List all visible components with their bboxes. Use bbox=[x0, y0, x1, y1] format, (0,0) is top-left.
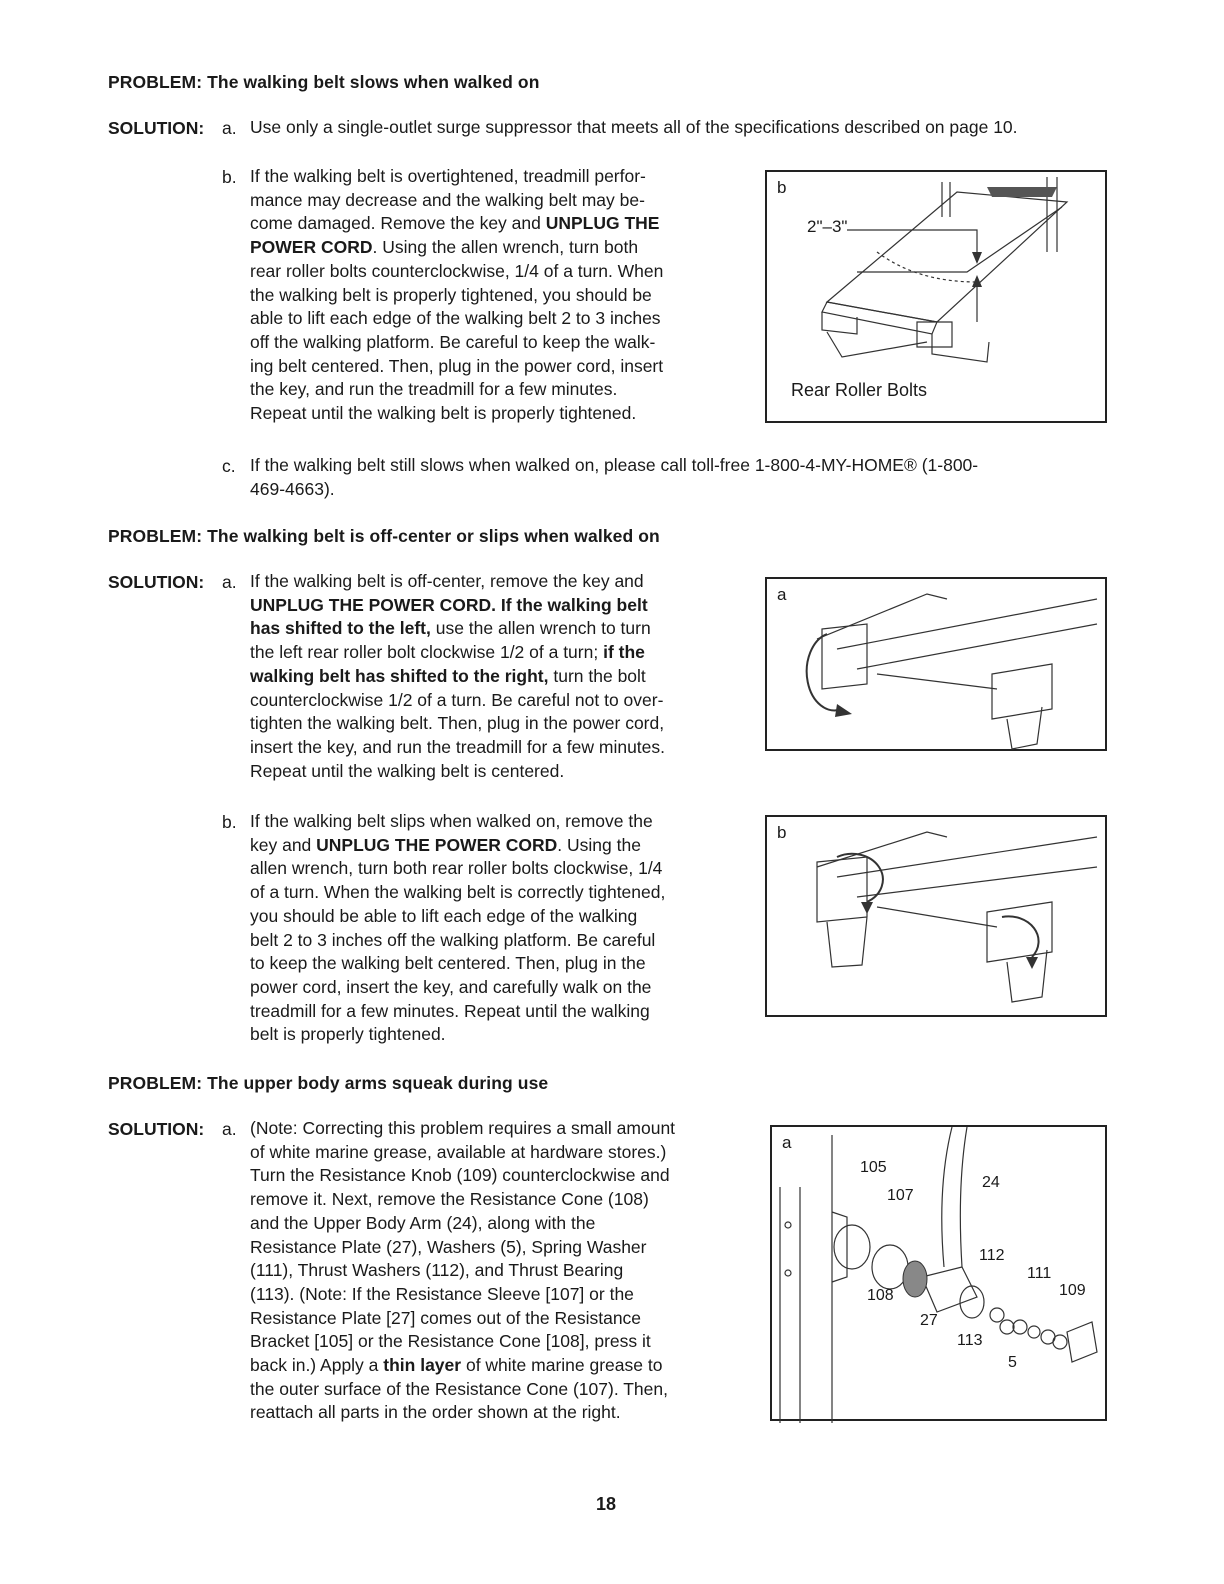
text-segment: 469-4663). bbox=[250, 478, 335, 499]
figure-slip bbox=[765, 815, 1107, 1017]
text-line bbox=[250, 810, 665, 834]
item-mark: a. bbox=[222, 118, 237, 138]
text-segment: ing belt centered. Then, plug in the power cord, insert bbox=[250, 355, 664, 376]
roller-bolt-left-illustration bbox=[767, 579, 1109, 753]
text-line bbox=[250, 881, 665, 905]
solution-label: SOLUTION: bbox=[108, 118, 205, 138]
text-line bbox=[250, 1117, 675, 1141]
text-segment: you should be able to lift each edge of the walking bbox=[250, 905, 638, 926]
bold-text-segment: POWER CORD bbox=[250, 237, 373, 258]
figure-tag: a bbox=[777, 585, 787, 604]
text-segment: the walking belt is properly tightened, you should be bbox=[250, 284, 652, 305]
text-line bbox=[250, 594, 665, 618]
page-number: 18 bbox=[596, 1494, 617, 1514]
text-segment: key and bbox=[250, 834, 317, 855]
text-line bbox=[250, 378, 663, 402]
problem-text: The walking belt is off-center or slips when walked on bbox=[207, 526, 660, 546]
text-segment: to keep the walking belt centered. Then, plug in the bbox=[250, 953, 646, 974]
part-label: 105 bbox=[860, 1159, 887, 1176]
text-segment: belt 2 to 3 inches off the walking platform. Be careful bbox=[250, 929, 656, 950]
text-segment: come damaged. Remove the key and bbox=[250, 213, 546, 234]
text-line bbox=[250, 1164, 675, 1188]
part-label: 109 bbox=[1059, 1282, 1086, 1299]
figure-tag: b bbox=[777, 178, 787, 197]
text-line bbox=[250, 1401, 675, 1425]
text-segment: (113). (Note: If the Resistance Sleeve [107] or the bbox=[250, 1283, 634, 1304]
text-segment: treadmill for a few minutes. Repeat until the walking bbox=[250, 1000, 650, 1021]
figure-belt-tension bbox=[765, 170, 1107, 423]
text-segment: use the allen wrench to turn bbox=[430, 618, 651, 639]
text-line bbox=[250, 236, 663, 260]
text-line bbox=[250, 331, 663, 355]
text-line bbox=[250, 189, 663, 213]
part-label: 107 bbox=[887, 1187, 914, 1204]
text-segment: belt is properly tightened. bbox=[250, 1024, 446, 1045]
problem-label: PROBLEM: bbox=[108, 526, 203, 546]
text-line bbox=[250, 712, 665, 736]
text-line bbox=[250, 1188, 675, 1212]
text-segment: reattach all parts in the order shown at the right. bbox=[250, 1402, 621, 1423]
text-line bbox=[250, 617, 665, 641]
text-line bbox=[250, 1307, 675, 1331]
text-segment: If the walking belt is overtightened, treadmill perfor- bbox=[250, 166, 646, 186]
part-label: 111 bbox=[1027, 1265, 1052, 1282]
text-line bbox=[250, 355, 663, 379]
part-label: 27 bbox=[920, 1312, 938, 1329]
solution-2a-text bbox=[250, 570, 665, 783]
text-segment: If the walking belt slips when walked on, remove the bbox=[250, 811, 653, 831]
text-segment: (111), Thrust Washers (112), and Thrust Bearing bbox=[250, 1260, 624, 1281]
text-segment: mance may decrease and the walking belt may be- bbox=[250, 189, 645, 210]
text-line bbox=[250, 1259, 675, 1283]
text-line bbox=[250, 1236, 675, 1260]
text-segment: . Using the bbox=[557, 834, 641, 855]
bold-text-segment: UNPLUG THE bbox=[545, 213, 660, 234]
text-segment: Resistance Plate (27), Washers (5), Spring Washer bbox=[250, 1236, 647, 1257]
text-segment: Repeat until the walking belt is properly tightened. bbox=[250, 403, 637, 424]
text-line bbox=[250, 212, 663, 236]
problem-text: The upper body arms squeak during use bbox=[207, 1073, 549, 1093]
figure-arm-parts bbox=[770, 1125, 1107, 1421]
text-segment: the key, and run the treadmill for a few minutes. bbox=[250, 379, 618, 400]
text-segment: able to lift each edge of the walking belt 2 to 3 inches bbox=[250, 308, 661, 329]
text-line bbox=[250, 736, 665, 760]
text-line bbox=[250, 760, 665, 784]
item-mark: a. bbox=[222, 572, 237, 592]
figure-caption: Rear Roller Bolts bbox=[791, 380, 928, 400]
text-segment: power cord, insert the key, and carefully walk on the bbox=[250, 976, 652, 997]
text-line bbox=[250, 905, 665, 929]
text-segment: remove it. Next, remove the Resistance Cone (108) bbox=[250, 1189, 649, 1210]
text-segment: If the walking belt still slows when walked on, please call toll-free 1-800-4-MY-HOME® (1-800- bbox=[250, 455, 979, 475]
problem-label: PROBLEM: bbox=[108, 1073, 203, 1093]
text-line bbox=[250, 454, 978, 478]
text-line bbox=[250, 402, 663, 426]
bold-text-segment: has shifted to the left, bbox=[250, 618, 431, 639]
text-segment: If the walking belt is off-center, remove the key and bbox=[250, 571, 644, 591]
text-segment: insert the key, and run the treadmill for a few minutes. bbox=[250, 736, 666, 757]
problem-heading-3 bbox=[108, 1073, 548, 1094]
text-segment: turn the bolt bbox=[548, 665, 646, 686]
solution-label: SOLUTION: bbox=[108, 1119, 205, 1139]
text-segment: counterclockwise 1/2 of a turn. Be careful not to over- bbox=[250, 689, 664, 710]
bold-text-segment: if the bbox=[603, 642, 645, 663]
text-line bbox=[250, 116, 1018, 140]
text-line bbox=[250, 857, 665, 881]
problem-text: The walking belt slows when walked on bbox=[207, 72, 540, 92]
text-line bbox=[250, 929, 665, 953]
text-line bbox=[250, 665, 665, 689]
text-line bbox=[250, 570, 665, 594]
text-line bbox=[250, 1283, 675, 1307]
solution-1c-text bbox=[250, 454, 978, 501]
text-segment: of white marine grease to bbox=[461, 1355, 663, 1376]
text-line bbox=[250, 307, 663, 331]
part-label: 24 bbox=[982, 1174, 1000, 1191]
text-segment: Turn the Resistance Knob (109) counterclockwise and bbox=[250, 1165, 670, 1186]
item-mark: a. bbox=[222, 1119, 237, 1139]
text-line bbox=[250, 976, 665, 1000]
bold-text-segment: thin layer bbox=[383, 1355, 462, 1376]
text-segment: Repeat until the walking belt is centered. bbox=[250, 760, 565, 781]
text-line bbox=[250, 1141, 675, 1165]
text-segment: allen wrench, turn both rear roller bolts clockwise, 1/4 bbox=[250, 858, 663, 879]
text-segment: of a turn. When the walking belt is correctly tightened, bbox=[250, 882, 666, 903]
text-line bbox=[250, 952, 665, 976]
text-line bbox=[250, 689, 665, 713]
bold-text-segment: UNPLUG THE POWER CORD bbox=[316, 834, 558, 855]
solution-2b-text bbox=[250, 810, 665, 1047]
item-mark: b. bbox=[222, 167, 237, 187]
text-line bbox=[250, 478, 978, 502]
problem-heading-1 bbox=[108, 72, 539, 93]
text-line bbox=[250, 165, 663, 189]
text-line bbox=[250, 641, 665, 665]
item-mark: b. bbox=[222, 812, 237, 832]
text-segment: of white marine grease, available at hardware stores.) bbox=[250, 1141, 667, 1162]
text-line bbox=[250, 1212, 675, 1236]
figure-off-center bbox=[765, 577, 1107, 751]
part-label: 113 bbox=[957, 1332, 983, 1349]
text-segment: rear roller bolts counterclockwise, 1/4 of a turn. When bbox=[250, 260, 664, 281]
text-segment: back in.) Apply a bbox=[250, 1355, 384, 1376]
part-label: 5 bbox=[1008, 1354, 1017, 1371]
solution-1a-text bbox=[250, 116, 1018, 140]
text-segment: off the walking platform. Be careful to keep the walk- bbox=[250, 331, 656, 352]
text-line bbox=[250, 1023, 665, 1047]
text-segment: and the Upper Body Arm (24), along with the bbox=[250, 1212, 596, 1233]
exploded-parts-illustration bbox=[772, 1127, 1109, 1423]
text-line bbox=[250, 834, 665, 858]
problem-label: PROBLEM: bbox=[108, 72, 203, 92]
text-segment: tighten the walking belt. Then, plug in the power cord, bbox=[250, 713, 665, 734]
solution-1b-text bbox=[250, 165, 663, 426]
text-segment: the left rear roller bolt clockwise 1/2 of a turn; bbox=[250, 642, 604, 663]
text-line bbox=[250, 1354, 675, 1378]
problem-heading-2 bbox=[108, 526, 660, 547]
bold-text-segment: UNPLUG THE POWER CORD. If the walking belt bbox=[250, 594, 648, 615]
text-line bbox=[250, 1378, 675, 1402]
solution-label: SOLUTION: bbox=[108, 572, 205, 592]
text-segment: Bracket [105] or the Resistance Cone [108], press it bbox=[250, 1331, 651, 1352]
solution-3a-text bbox=[250, 1117, 675, 1425]
text-line bbox=[250, 284, 663, 308]
measure-label: 2"–3" bbox=[807, 217, 848, 236]
item-mark: c. bbox=[222, 456, 236, 476]
part-label: 108 bbox=[867, 1287, 894, 1304]
text-line bbox=[250, 260, 663, 284]
figure-tag: a bbox=[782, 1133, 792, 1152]
text-segment: . Using the allen wrench, turn both bbox=[372, 237, 639, 258]
text-segment: (Note: Correcting this problem requires a small amount bbox=[250, 1118, 676, 1138]
text-segment: Use only a single-outlet surge suppressor that meets all of the specifications described on page 10. bbox=[250, 117, 1018, 137]
text-line bbox=[250, 1330, 675, 1354]
text-segment: Resistance Plate [27] comes out of the Resistance bbox=[250, 1307, 642, 1328]
figure-tag: b bbox=[777, 823, 787, 842]
roller-bolt-both-illustration bbox=[767, 817, 1109, 1019]
text-line bbox=[250, 1000, 665, 1024]
text-segment: the outer surface of the Resistance Cone (107). Then, bbox=[250, 1378, 668, 1399]
part-label: 112 bbox=[979, 1247, 1005, 1264]
bold-text-segment: walking belt has shifted to the right, bbox=[250, 665, 549, 686]
